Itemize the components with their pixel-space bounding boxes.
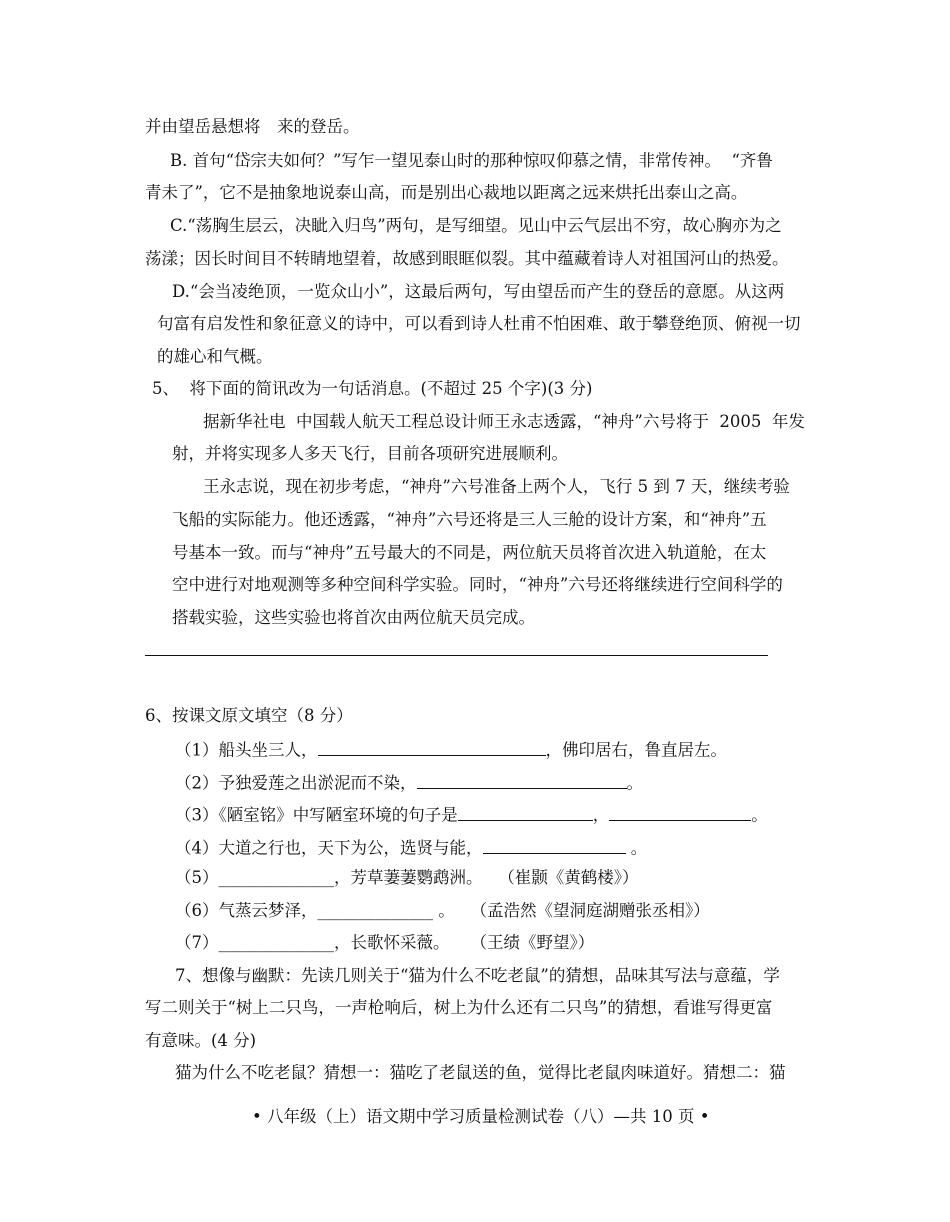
fill-item-5-suffix: ，芳草萋萋鹦鹉洲。 （崔颢《黄鹤楼》） xyxy=(334,868,639,887)
fill-item-4 xyxy=(175,836,647,859)
fill-item-6-suffix: 。 （孟浩然《望洞庭湖赠张丞相》） xyxy=(433,901,710,920)
option-d-line3: 的雄心和气概。 xyxy=(157,347,273,366)
fill-item-4-suffix: 。 xyxy=(625,838,648,858)
option-a-continuation: 并由望岳悬想将 来的登岳。 xyxy=(145,117,360,136)
fill-item-2-suffix: 。 xyxy=(626,773,643,793)
fill-item-3 xyxy=(175,803,768,826)
news-p1-line2: 射，并将实现多人多天飞行，目前各项研究进展顺利。 xyxy=(172,444,568,463)
news-p2-line1: 王永志说，现在初步考虑，“神舟”六号准备上两个人，飞行 5 到 7 天，继续考验 xyxy=(203,477,790,496)
fill-blank-3b[interactable] xyxy=(609,803,751,821)
news-p2-line3: 号基本一致。而与“神舟”五号最大的不同是，两位航天员将首次进入轨道舱，在太 xyxy=(172,543,767,562)
fill-item-1-prefix: （1）船头坐三人， xyxy=(175,740,318,760)
fill-blank-3a[interactable] xyxy=(458,803,593,821)
question-6-title: 6、按课文原文填空（8 分） xyxy=(145,706,353,725)
news-p2-line2: 飞船的实际能力。他还透露，“神舟”六号还将是三人三舱的设计方案，和“神舟”五 xyxy=(172,510,767,529)
option-c-line1: C.“荡胸生层云，决眦入归鸟”两句，是写细望。见山中云气层出不穷，故心胸亦为之 xyxy=(170,216,782,235)
news-p2-line4: 空中进行对地观测等多种空间科学实验。同时，“神舟”六号还将继续进行空间科学的 xyxy=(172,575,783,594)
fill-blank-7[interactable]: ______________ xyxy=(218,933,334,952)
fill-blank-6[interactable]: ______________ xyxy=(317,901,433,920)
fill-item-5-prefix: （5） xyxy=(175,868,219,887)
fill-item-6-prefix: （6）气蒸云梦泽， xyxy=(175,901,318,920)
page-footer: • 八年级（上）语文期中学习质量检测试卷（八）—共 10 页 • xyxy=(252,1107,710,1126)
news-p2-line5: 搭载实验，这些实验也将首次由两位航天员完成。 xyxy=(172,608,535,627)
fill-item-4-prefix: （4）大道之行也，天下为公，选贤与能， xyxy=(175,838,483,858)
fill-item-7 xyxy=(175,933,594,954)
fill-item-7-prefix: （7） xyxy=(175,933,219,952)
question-5-title: 5、 将下面的简讯改为一句话消息。(不超过 25 个字)(3 分) xyxy=(152,379,593,398)
question-7-line1: 7、想像与幽默：先读几则关于“猫为什么不吃老鼠”的猜想，品味其写法与意蕴，学 xyxy=(175,966,780,985)
option-d-line1: D.“会当凌绝顶，一览众山小”，这最后两句，写由望岳而产生的登岳的意愿。从这两 xyxy=(172,282,785,301)
fill-blank-4[interactable] xyxy=(483,836,626,854)
fill-item-3-comma: ， xyxy=(592,805,610,825)
fill-item-3-suffix: 。 xyxy=(751,805,768,825)
fill-blank-5[interactable]: ______________ xyxy=(218,868,334,887)
option-b-line2: 青未了”，它不是抽象地说泰山高，而是别出心裁地以距离之远来烘托出泰山之高。 xyxy=(145,183,748,202)
fill-item-3-prefix: （3）《陋室铭》中写陋室环境的句子是 xyxy=(175,805,458,825)
fill-item-6 xyxy=(175,901,710,922)
option-d-line2: 句富有启发性和象征意义的诗中，可以看到诗人杜甫不怕困难、敢于攀登绝顶、俯视一切 xyxy=(157,314,801,333)
fill-item-2-prefix: （2）予独爱莲之出淤泥而不染， xyxy=(175,773,417,793)
fill-item-5 xyxy=(175,868,639,889)
question-7-line2: 写二则关于“树上二只鸟，一声枪响后，树上为什么还有二只鸟”的猜想，看谁写得更富 xyxy=(145,998,773,1017)
option-b-line1: B. 首句“岱宗夫如何？”写乍一望见泰山时的那种惊叹仰慕之情，非常传神。 “齐鲁 xyxy=(170,151,773,170)
fill-item-7-suffix: ，长歌怀采薇。 （王绩《野望》） xyxy=(334,933,595,952)
question-7-line3: 有意味。(4 分) xyxy=(145,1031,257,1050)
fill-blank-2[interactable] xyxy=(417,771,627,789)
fill-item-1 xyxy=(175,738,727,761)
news-p1-line1: 据新华社电 中国载人航天工程总设计师王永志透露，“神舟”六号将于 2005 年发 xyxy=(203,412,805,431)
option-c-line2: 荡漾；因长时间目不转睛地望着，故感到眼眶似裂。其中蕴藏着诗人对祖国河山的热爱。 xyxy=(145,249,789,268)
answer-line-q5[interactable] xyxy=(145,655,768,656)
fill-item-1-suffix: ，佛印居右，鲁直居左。 xyxy=(545,740,727,760)
fill-item-2 xyxy=(175,771,643,794)
fill-blank-1[interactable] xyxy=(318,738,546,756)
question-7-example: 猫为什么不吃老鼠？猜想一：猫吃了老鼠送的鱼，觉得比老鼠肉味道好。猜想二：猫 xyxy=(175,1063,786,1082)
